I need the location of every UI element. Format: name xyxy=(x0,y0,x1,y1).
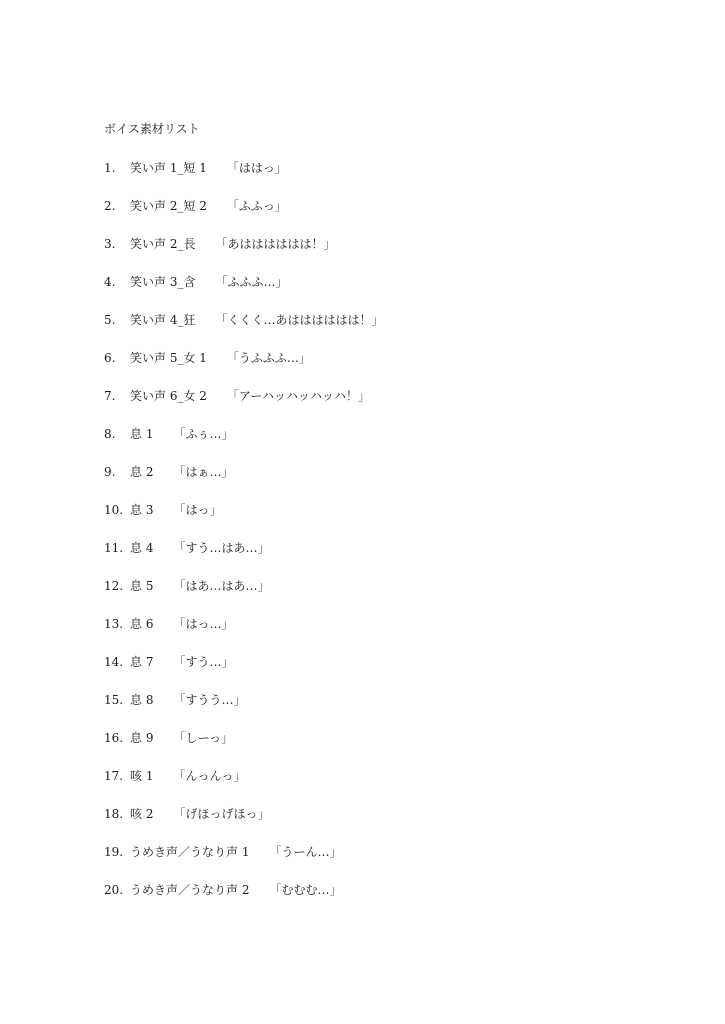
list-item xyxy=(104,160,383,198)
list-item xyxy=(104,806,383,844)
item-label: 息 1 xyxy=(130,427,154,441)
item-label: 笑い声 2_短 2 xyxy=(130,199,207,213)
item-number: 4. xyxy=(104,275,116,289)
item-quote: 「アーハッハッハッハ！」 xyxy=(226,389,370,403)
page-title: ボイス素材リスト xyxy=(104,122,200,136)
list-item xyxy=(104,654,383,692)
item-label: 咳 1 xyxy=(130,769,154,783)
item-label: 息 7 xyxy=(130,655,154,669)
voice-list xyxy=(104,160,383,920)
list-item xyxy=(104,692,383,730)
item-label: 咳 2 xyxy=(130,807,154,821)
item-quote: 「はあ…はあ…」 xyxy=(173,579,270,593)
item-number: 6. xyxy=(104,351,116,365)
item-number: 14. xyxy=(104,655,124,669)
item-quote: 「すう…はあ…」 xyxy=(173,541,270,555)
list-item xyxy=(104,388,383,426)
item-label: 息 8 xyxy=(130,693,154,707)
item-label: 息 3 xyxy=(130,503,154,517)
list-item xyxy=(104,312,383,350)
item-number: 2. xyxy=(104,199,116,213)
item-quote: 「ふふっ」 xyxy=(226,199,287,213)
list-item xyxy=(104,768,383,806)
item-label: 笑い声 6_女 2 xyxy=(130,389,207,403)
item-number: 9. xyxy=(104,465,116,479)
list-item xyxy=(104,274,383,312)
item-quote: 「むむむ…」 xyxy=(269,883,342,897)
item-quote: 「ははっ」 xyxy=(226,161,287,175)
item-quote: 「うふふふ…」 xyxy=(226,351,311,365)
item-number: 16. xyxy=(104,731,124,745)
item-quote: 「はぁ…」 xyxy=(173,465,234,479)
item-label: 笑い声 3_含 xyxy=(130,275,196,289)
list-item xyxy=(104,426,383,464)
item-label: 息 5 xyxy=(130,579,154,593)
item-number: 10. xyxy=(104,503,124,517)
item-label: 息 2 xyxy=(130,465,154,479)
item-quote: 「うーん…」 xyxy=(269,845,342,859)
item-label: 息 9 xyxy=(130,731,154,745)
item-label: うめき声／うなり声 1 xyxy=(130,845,250,859)
list-item xyxy=(104,540,383,578)
item-quote: 「すう…」 xyxy=(173,655,234,669)
item-number: 17. xyxy=(104,769,124,783)
list-item xyxy=(104,844,383,882)
item-number: 12. xyxy=(104,579,124,593)
item-label: 息 4 xyxy=(130,541,154,555)
list-item xyxy=(104,730,383,768)
list-item xyxy=(104,236,383,274)
item-quote: 「しーっ」 xyxy=(173,731,233,745)
item-quote: 「はっ…」 xyxy=(173,617,234,631)
list-item xyxy=(104,350,383,388)
item-label: 笑い声 5_女 1 xyxy=(130,351,207,365)
item-quote: 「げほっげほっ」 xyxy=(173,807,270,821)
item-number: 8. xyxy=(104,427,116,441)
item-quote: 「すうう…」 xyxy=(173,693,246,707)
item-quote: 「あはははははは！」 xyxy=(215,237,336,251)
item-number: 18. xyxy=(104,807,124,821)
list-item xyxy=(104,882,383,920)
item-number: 5. xyxy=(104,313,116,327)
item-number: 19. xyxy=(104,845,124,859)
list-item xyxy=(104,578,383,616)
item-number: 13. xyxy=(104,617,124,631)
item-number: 7. xyxy=(104,389,116,403)
item-quote: 「くくく…あはははははは！」 xyxy=(215,313,384,327)
item-label: 息 6 xyxy=(130,617,154,631)
item-number: 20. xyxy=(104,883,124,897)
list-item xyxy=(104,616,383,654)
item-label: 笑い声 1_短 1 xyxy=(130,161,207,175)
list-item xyxy=(104,502,383,540)
list-item xyxy=(104,198,383,236)
item-number: 11. xyxy=(104,541,124,555)
item-quote: 「はっ」 xyxy=(173,503,222,517)
item-quote: 「んっんっ」 xyxy=(173,769,246,783)
item-label: 笑い声 4_狂 xyxy=(130,313,196,327)
item-label: 笑い声 2_長 xyxy=(130,237,196,251)
list-item xyxy=(104,464,383,502)
item-quote: 「ふふふ…」 xyxy=(215,275,288,289)
item-number: 3. xyxy=(104,237,116,251)
item-quote: 「ふぅ…」 xyxy=(173,427,234,441)
item-number: 1. xyxy=(104,161,116,175)
item-number: 15. xyxy=(104,693,124,707)
item-label: うめき声／うなり声 2 xyxy=(130,883,250,897)
